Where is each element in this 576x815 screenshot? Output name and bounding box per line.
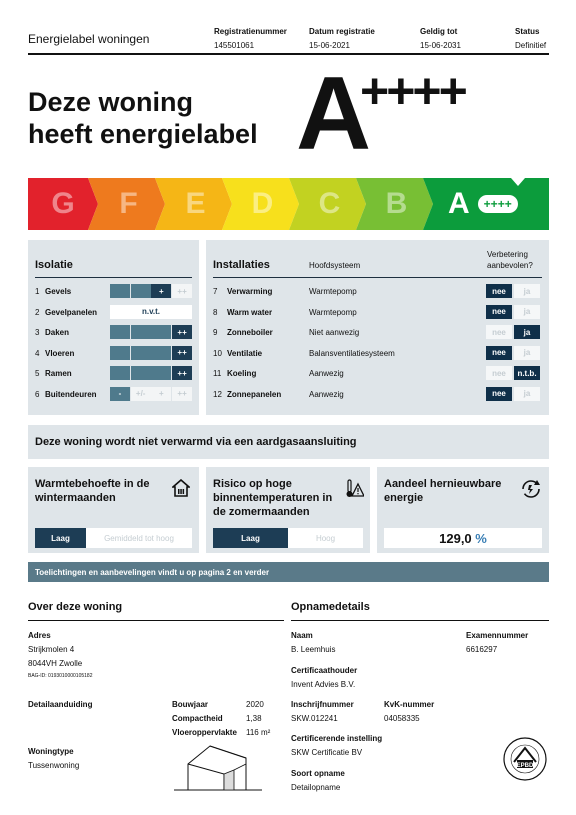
verbetering-ja: ja xyxy=(514,325,540,339)
isolatie-row: 6 Buitendeuren xyxy=(35,389,97,399)
status: Status Definitief xyxy=(515,27,547,50)
installatie-row: 8 Warm water xyxy=(213,307,273,317)
installatie-value: Aanwezig xyxy=(309,369,344,378)
datum-registratie: Datum registratie 15-06-2021 xyxy=(309,27,375,50)
installatie-row: 12 Zonnepanelen xyxy=(213,389,282,399)
verbetering-nee: nee xyxy=(486,387,512,401)
risico-laag: Laag xyxy=(213,528,288,548)
isolatie-wide-cell: n.v.t. xyxy=(110,305,192,319)
header-divider xyxy=(28,53,549,55)
label-letter: A xyxy=(296,56,370,172)
scale-d: D xyxy=(251,187,274,220)
hernieuwbaar-value: 129,0 % xyxy=(384,528,542,548)
isolatie-rating-cell xyxy=(151,325,171,339)
document-title: Energielabel woningen xyxy=(28,32,150,46)
renewable-cycle-icon xyxy=(520,478,542,500)
isolatie-rating-cell: ++ xyxy=(172,387,192,401)
warmte-gemiddeld: Gemiddeld tot hoog xyxy=(86,528,192,548)
verbetering-nee: nee xyxy=(486,305,512,319)
verbetering-ja: ja xyxy=(514,346,540,360)
warmtebehoefte-box xyxy=(28,467,199,553)
woningtype-value: Tussenwoning xyxy=(28,761,80,770)
verbetering-ja: n.t.b. xyxy=(514,366,540,380)
isolatie-rating-cell xyxy=(151,346,171,360)
opname-title: Opnamedetails xyxy=(291,601,370,613)
isolatie-rating-cell xyxy=(151,366,171,380)
headline: Deze woning heeft energielabel xyxy=(28,87,258,149)
warmte-laag: Laag xyxy=(35,528,86,548)
isolatie-row: 1 Gevels xyxy=(35,287,72,296)
cert-value: Invent Advies B.V. xyxy=(291,680,356,689)
installatie-value: Balansventilatiesysteem xyxy=(309,348,395,358)
house-type-drawing xyxy=(172,742,264,794)
isolatie-rating-cell: + xyxy=(151,387,171,401)
inst-label: Certificerende instelling xyxy=(291,734,383,743)
isolatie-rating-cell xyxy=(110,346,130,360)
compactheid-value: 1,38 xyxy=(246,714,262,723)
geldig-tot: Geldig tot 15-06-2031 xyxy=(420,27,461,50)
epbd-seal-logo xyxy=(502,736,548,782)
verbetering-header: Verbetering aanbevolen? xyxy=(487,250,533,270)
detail-label: Detailaanduiding xyxy=(28,700,93,709)
isolatie-rating-cell xyxy=(110,325,130,339)
installatie-value: Aanwezig xyxy=(309,389,344,399)
kvk-value: 04058335 xyxy=(384,714,420,723)
isolatie-title: Isolatie xyxy=(35,259,73,271)
woningtype-label: Woningtype xyxy=(28,747,74,756)
hoofdsysteem-header: Hoofdsysteem xyxy=(309,261,361,270)
adres-line2: 8044VH Zwolle xyxy=(28,659,83,668)
installatie-row: 7 Verwarming xyxy=(213,287,273,296)
toelichting-banner: Toelichtingen en aanbevelingen vindt u op pagina 2 en verder xyxy=(28,562,549,582)
installaties-panel xyxy=(206,240,549,415)
isolatie-rating-cell: ++ xyxy=(172,366,192,380)
risico-box xyxy=(206,467,370,553)
risico-title: Risico op hoge binnentemperaturen in de zomermaanden xyxy=(213,478,333,518)
isolatie-rating-cell xyxy=(110,284,130,298)
verbetering-ja: ja xyxy=(514,305,540,319)
isolatie-row: 3 Daken xyxy=(35,328,70,337)
installatie-value: Warmtepomp xyxy=(309,307,357,317)
isolatie-rating-cell: ++ xyxy=(172,325,192,339)
installatie-row: 9 Zonneboiler xyxy=(213,328,273,337)
hernieuwbaar-box xyxy=(377,467,549,553)
svg-text:EPBD: EPBD xyxy=(516,763,534,769)
verbetering-ja: ja xyxy=(514,284,540,298)
house-heat-icon xyxy=(172,479,190,497)
naam-value: B. Leemhuis xyxy=(291,645,336,654)
energy-scale-bar xyxy=(28,178,549,230)
adres-label: Adres xyxy=(28,631,51,640)
vloer-value: 116 m² xyxy=(246,728,271,737)
isolatie-row: 5 Ramen xyxy=(35,369,72,378)
isolatie-rating-cell: +/- xyxy=(131,387,151,401)
isolatie-rating-cell xyxy=(131,284,151,298)
compactheid-label: Compactheid xyxy=(172,714,223,723)
scale-e: E xyxy=(185,187,206,220)
registratienummer: Registratienummer 145501061 xyxy=(214,27,287,50)
isolatie-rating-cell xyxy=(131,366,151,380)
isolatie-rating-cell xyxy=(131,325,151,339)
scale-b: B xyxy=(385,187,408,220)
isolatie-row: 4 Vloeren xyxy=(35,348,75,358)
naam-label: Naam xyxy=(291,631,313,640)
examen-label: Examennummer xyxy=(466,631,529,640)
inschrijf-value: SKW.012241 xyxy=(291,714,338,723)
installaties-title: Installaties xyxy=(213,259,270,271)
gas-notice: Deze woning wordt niet verwarmd via een aardgasaansluiting xyxy=(28,425,549,459)
bag-id: BAG-ID: 0193010000105182 xyxy=(28,673,93,679)
kvk-label: KvK-nummer xyxy=(384,700,435,709)
temperature-warning-icon xyxy=(346,479,364,499)
isolatie-rating-cell: - xyxy=(110,387,130,401)
bouwjaar-label: Bouwjaar xyxy=(172,700,209,709)
verbetering-nee: nee xyxy=(486,284,512,298)
bouwjaar-value: 2020 xyxy=(246,700,264,709)
verbetering-nee: nee xyxy=(486,346,512,360)
warmtebehoefte-title: Warmtebehoefte in de wintermaanden xyxy=(35,478,150,504)
inst-value: SKW Certificatie BV xyxy=(291,748,363,757)
verbetering-ja: ja xyxy=(514,387,540,401)
hernieuwbaar-title: Aandeel hernieuwbare energie xyxy=(384,478,502,504)
isolatie-panel xyxy=(28,240,199,415)
soort-label: Soort opname xyxy=(291,769,345,778)
risico-hoog: Hoog xyxy=(288,528,363,548)
installatie-row: 11 Koeling xyxy=(213,369,257,378)
scale-a-active: A ++++ xyxy=(438,178,549,230)
verbetering-nee: nee xyxy=(486,366,512,380)
isolatie-rating-cell: ++ xyxy=(172,284,192,298)
scale-c: C xyxy=(318,187,341,220)
adres-line1: Strijkmolen 4 xyxy=(28,645,75,654)
scale-g: G xyxy=(51,187,75,220)
isolatie-rating-cell xyxy=(131,346,151,360)
installatie-value: Niet aanwezig xyxy=(309,328,360,337)
inschrijf-label: Inschrijfnummer xyxy=(291,700,354,709)
verbetering-nee: nee xyxy=(486,325,512,339)
isolatie-rating-cell: ++ xyxy=(172,346,192,360)
isolatie-rating-cell xyxy=(110,366,130,380)
isolatie-row: 2 Gevelpanelen xyxy=(35,307,98,317)
installatie-value: Warmtepomp xyxy=(309,287,357,296)
isolatie-rating-cell: + xyxy=(151,284,171,298)
vloer-label: Vloeroppervlakte xyxy=(172,728,237,737)
scale-f: F xyxy=(119,187,138,220)
label-plus: ++++ xyxy=(360,63,465,119)
soort-value: Detailopname xyxy=(291,783,341,792)
cert-label: Certificaathouder xyxy=(291,666,358,675)
examen-value: 6616297 xyxy=(466,645,498,654)
active-plus-badge: ++++ xyxy=(478,195,518,213)
installatie-row: 10 Ventilatie xyxy=(213,348,263,358)
woning-title: Over deze woning xyxy=(28,601,123,613)
